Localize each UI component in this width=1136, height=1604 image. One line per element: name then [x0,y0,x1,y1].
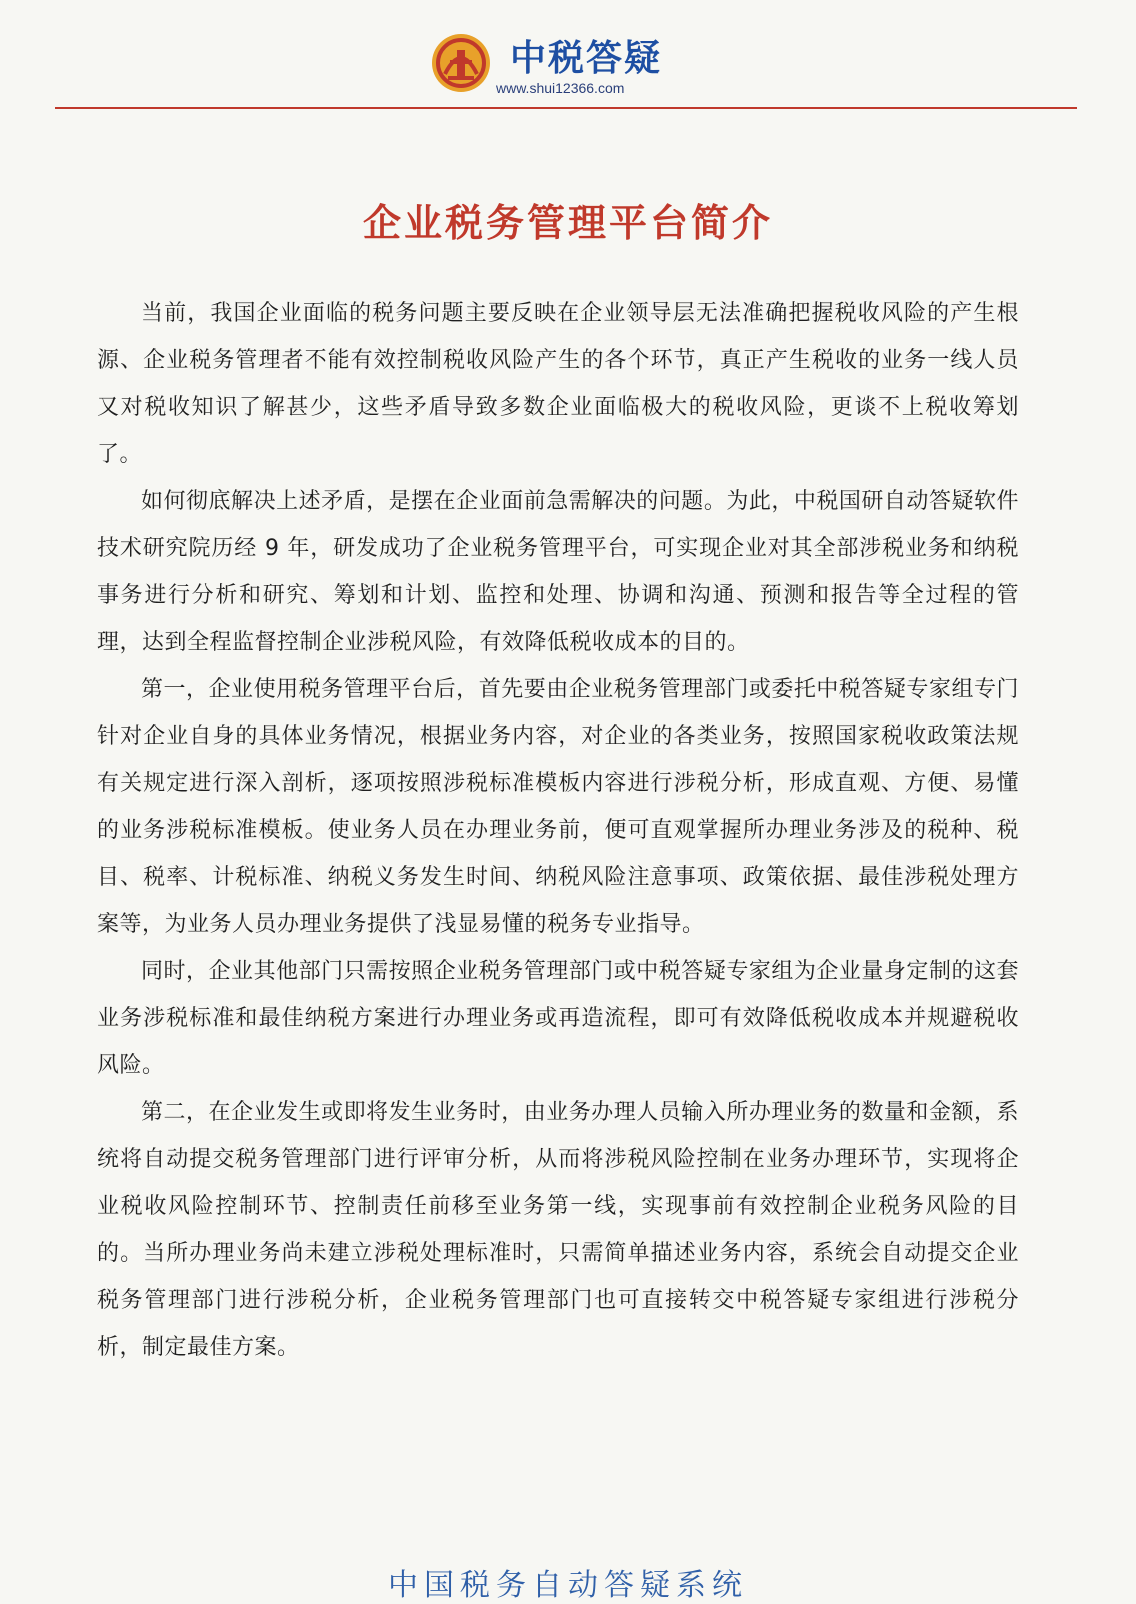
paragraph-2: 如何彻底解决上述矛盾，是摆在企业面前急需解决的问题。为此，中税国研自动答疑软件技术研究院历经 9 年，研发成功了企业税务管理平台，可实现企业对其全部涉税业务和纳税事务进行分析和研究、筹划和计划、监控和处理、协调和沟通、预测和报告等全过程的管理，达到全程监督控制企业涉税风险，有效降低税收成本的目的。 [97,489,1019,655]
header-divider [55,107,1077,109]
footer-system-name: 中国税务自动答疑系统 [388,1568,748,1603]
brand-name: 中税答疑 [510,38,663,79]
tax-emblem-icon [430,32,492,94]
document-title: 企业税务管理平台简介 [362,201,773,245]
brand-url: www.shui12366.com [496,80,625,96]
document-body [97,290,1019,1371]
paragraph-3: 第一，企业使用税务管理平台后，首先要由企业税务管理部门或委托中税答疑专家组专门针对企业自身的具体业务情况，根据业务内容，对企业的各类业务，按照国家税收政策法规有关规定进行深入剖析，逐项按照涉税标准模板内容进行涉税分析，形成直观、方便、易懂的业务涉税标准模板。使业务人员在办理业务前，便可直观掌握所办理业务涉及的税种、税目、税率、计税标准、纳税义务发生时间、纳税风险注意事项、政策依据、最佳涉税处理方案等，为业务人员办理业务提供了浅显易懂的税务专业指导。 [97,677,1019,937]
paragraph-4: 同时，企业其他部门只需按照企业税务管理部门或中税答疑专家组为企业量身定制的这套业务涉税标准和最佳纳税方案进行办理业务或再造流程，即可有效降低税收成本并规避税收风险。 [97,959,1019,1078]
paragraph-5: 第二，在企业发生或即将发生业务时，由业务办理人员输入所办理业务的数量和金额，系统将自动提交税务管理部门进行评审分析，从而将涉税风险控制在业务办理环节，实现将企业税收风险控制环节、控制责任前移至业务第一线，实现事前有效控制企业税务风险的目的。当所办理业务尚未建立涉税处理标准时，只需简单描述业务内容，系统会自动提交企业税务管理部门进行涉税分析，企业税务管理部门也可直接转交中税答疑专家组进行涉税分析，制定最佳方案。 [97,1100,1019,1360]
paragraph-1: 当前，我国企业面临的税务问题主要反映在企业领导层无法准确把握税收风险的产生根源、企业税务管理者不能有效控制税收风险产生的各个环节，真正产生税收的业务一线人员又对税收知识了解甚少，这些矛盾导致多数企业面临极大的税收风险，更谈不上税收筹划了。 [97,301,1019,467]
letterhead [0,0,1136,112]
